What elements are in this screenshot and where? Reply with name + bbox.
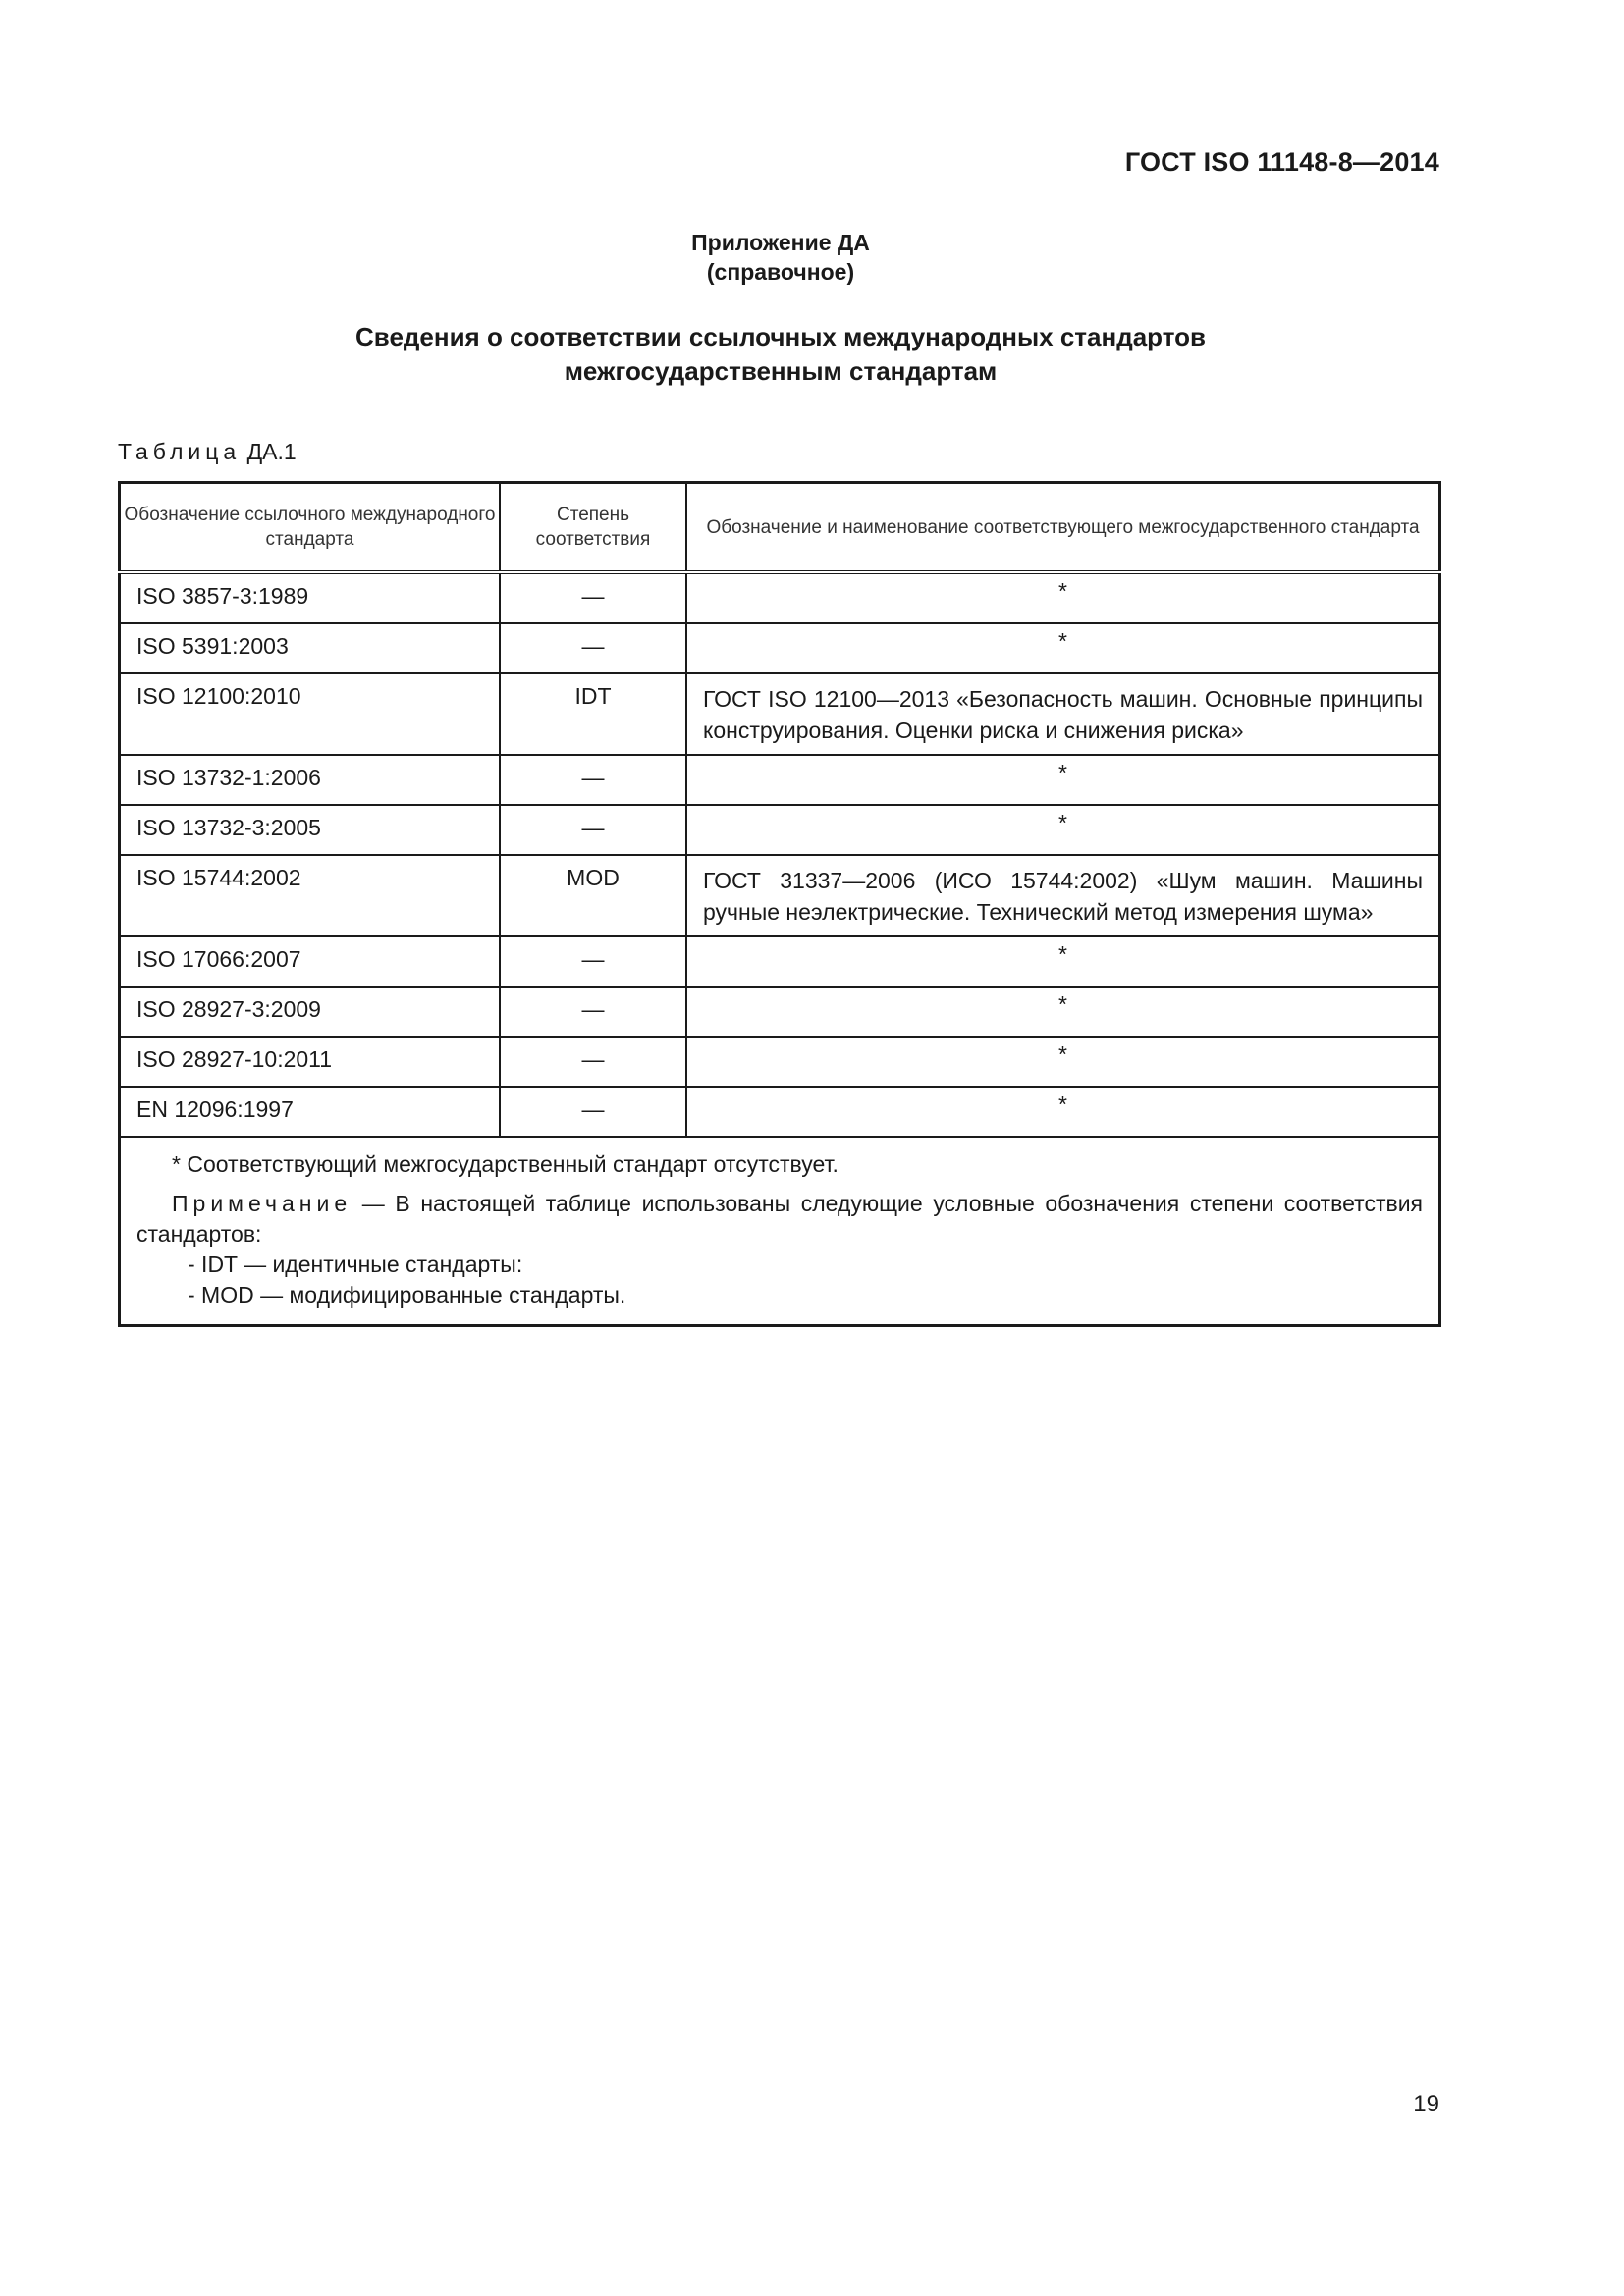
cell-degree: MOD (500, 855, 686, 936)
cell-interstate-standard: * (686, 572, 1440, 623)
cell-intl-standard: ISO 17066:2007 (120, 936, 501, 987)
table-notes (120, 1137, 1440, 1326)
table-row (120, 936, 1440, 987)
cell-interstate-standard: * (686, 936, 1440, 987)
cell-interstate-standard: * (686, 805, 1440, 855)
table-header-row (120, 483, 1440, 573)
cell-degree: — (500, 1087, 686, 1137)
table-row (120, 673, 1440, 755)
cell-interstate-standard: * (686, 987, 1440, 1037)
cell-degree: IDT (500, 673, 686, 755)
cell-intl-standard: ISO 15744:2002 (120, 855, 501, 936)
cell-intl-standard: ISO 3857-3:1989 (120, 572, 501, 623)
cell-interstate-standard: * (686, 755, 1440, 805)
header-interstate-standard: Обозначение и наименование соответствующего межгосударственного стандарта (686, 483, 1440, 573)
cell-intl-standard: ISO 13732-3:2005 (120, 805, 501, 855)
note-item-idt: - IDT — идентичные стандарты: (188, 1252, 523, 1277)
page-title (0, 320, 1561, 389)
cell-intl-standard: ISO 28927-10:2011 (120, 1037, 501, 1087)
table-caption-word: Таблица (118, 439, 242, 464)
document-code: ГОСТ ISO 11148-8—2014 (1124, 147, 1439, 177)
cell-interstate-standard: ГОСТ 31337—2006 (ИСО 15744:2002) «Шум машин. Машины ручные неэлектрические. Технический метод измерения шума» (686, 855, 1440, 936)
cell-degree: — (500, 755, 686, 805)
table-row (120, 755, 1440, 805)
cell-intl-standard: EN 12096:1997 (120, 1087, 501, 1137)
cell-interstate-standard: * (686, 1087, 1440, 1137)
cell-degree: — (500, 623, 686, 673)
note-label: Примечание (172, 1191, 352, 1216)
cell-degree: — (500, 987, 686, 1037)
cell-intl-standard: ISO 13732-1:2006 (120, 755, 501, 805)
table-note (136, 1189, 1423, 1250)
table-notes-row (120, 1137, 1440, 1326)
cell-intl-standard: ISO 12100:2010 (120, 673, 501, 755)
table-row (120, 987, 1440, 1037)
annex-status: (справочное) (706, 259, 855, 285)
page-number: 19 (1413, 2091, 1439, 2117)
table-row (120, 805, 1440, 855)
cell-intl-standard: ISO 5391:2003 (120, 623, 501, 673)
table-row (120, 1037, 1440, 1087)
table-caption (118, 439, 297, 465)
table-footnote: * Соответствующий межгосударственный стандарт отсутствует. (172, 1151, 839, 1177)
table-caption-id: ДА.1 (246, 439, 297, 464)
table-row (120, 572, 1440, 623)
cell-intl-standard: ISO 28927-3:2009 (120, 987, 501, 1037)
cell-interstate-standard: ГОСТ ISO 12100—2013 «Безопасность машин. Основные принципы конструирования. Оценки риска и снижения риска» (686, 673, 1440, 755)
table-row (120, 855, 1440, 936)
note-text: — В настоящей таблице использованы следующие условные обозначения степени соответствия стандартов: (136, 1191, 1423, 1247)
annex-heading (0, 228, 1561, 287)
table-row (120, 1087, 1440, 1137)
cell-degree: — (500, 936, 686, 987)
header-intl-standard: Обозначение ссылочного международного стандарта (120, 483, 501, 573)
cell-degree: — (500, 572, 686, 623)
standards-table (118, 481, 1441, 1327)
page-title-line-2: межгосударственным стандартам (564, 356, 998, 386)
note-item-mod: - MOD — модифицированные стандарты. (188, 1282, 626, 1308)
table-row (120, 623, 1440, 673)
cell-interstate-standard: * (686, 1037, 1440, 1087)
cell-interstate-standard: * (686, 623, 1440, 673)
annex-title: Приложение ДА (691, 230, 870, 255)
page-title-line-1: Сведения о соответствии ссылочных международных стандартов (355, 322, 1206, 351)
cell-degree: — (500, 1037, 686, 1087)
cell-degree: — (500, 805, 686, 855)
header-degree: Степень соответствия (500, 483, 686, 573)
